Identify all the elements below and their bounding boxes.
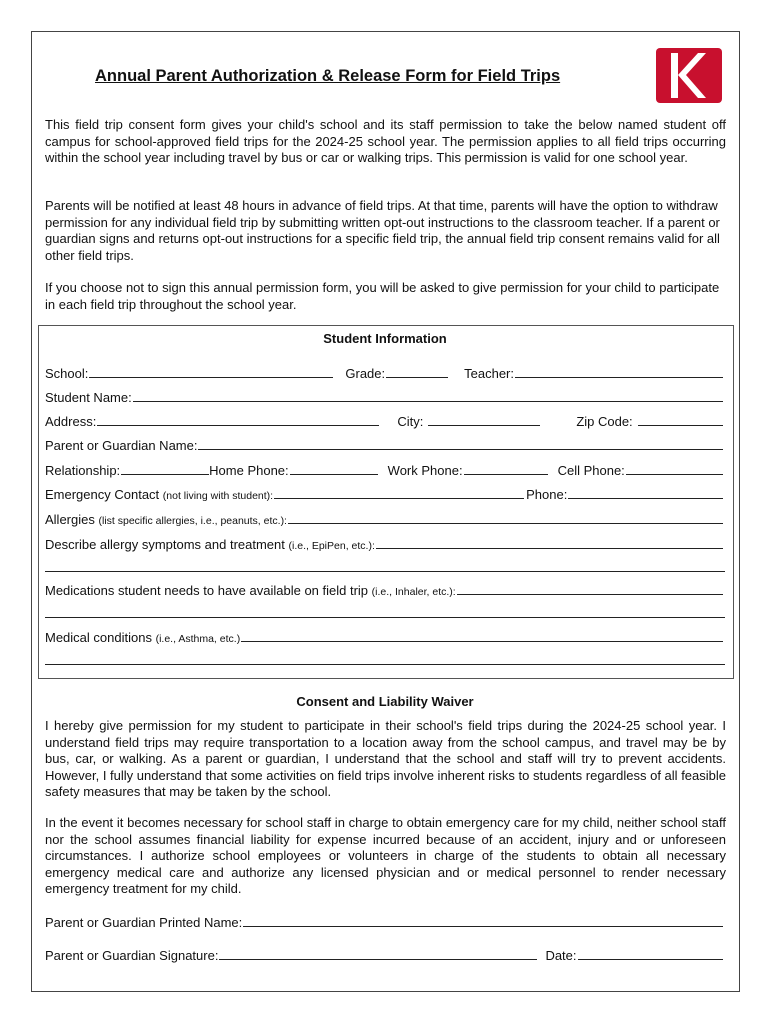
medical-conditions-field[interactable]	[241, 640, 723, 642]
medications-extra-line[interactable]	[45, 617, 725, 618]
medical-conditions-extra-line[interactable]	[45, 664, 725, 665]
parent-name-label: Parent or Guardian Name:	[45, 438, 198, 453]
city-label: City:	[397, 414, 424, 429]
grade-label: Grade:	[345, 366, 386, 381]
home-phone-label: Home Phone:	[209, 463, 289, 478]
allergy-symptoms-row	[45, 534, 725, 552]
school-logo-icon	[656, 48, 722, 103]
medications-row	[45, 580, 725, 598]
emergency-contact-label: Emergency Contact (not living with student):	[45, 487, 274, 502]
home-phone-field[interactable]	[290, 473, 378, 475]
allergies-row	[45, 509, 725, 527]
intro-paragraph-2: Parents will be notified at least 48 hours in advance of field trips. At that time, parents will have the option to withdraw permission for any individual field trip by submitting written opt-out instructions to the classroom teacher. If a parent or guardian signs and returns opt-out instructions for a specific field trip, the annual field trip consent remains valid for all other field trips.	[45, 198, 720, 263]
allergies-label: Allergies (list specific allergies, i.e., peanuts, etc.):	[45, 512, 287, 527]
form-title: Annual Parent Authorization & Release Form for Field Trips	[95, 67, 561, 85]
medical-conditions-label: Medical conditions (i.e., Asthma, etc.)	[45, 630, 241, 645]
address-row	[45, 411, 725, 429]
phones-row	[45, 460, 725, 478]
school-field[interactable]	[89, 376, 333, 378]
allergy-symptoms-label: Describe allergy symptoms and treatment (i.e., EpiPen, etc.):	[45, 537, 375, 552]
teacher-field[interactable]	[515, 376, 723, 378]
relationship-field[interactable]	[121, 473, 209, 475]
student-name-field[interactable]	[133, 400, 723, 402]
zip-code-field[interactable]	[638, 424, 723, 426]
medications-field[interactable]	[457, 593, 723, 595]
consent-heading: Consent and Liability Waiver	[296, 694, 474, 709]
signature-label: Parent or Guardian Signature:	[45, 948, 219, 963]
consent-paragraph-2: In the event it becomes necessary for school staff in charge to obtain emergency care for my child, neither school staff nor the school assumes financial liability for expense incurred because of an accident, injury and or unforeseen circumstances. I authorize school employees or volunteers in charge of the students to obtain all necessary emergency medical care and authorize any licensed physician and or medical personnel to render necessary emergency treatment for my child.	[45, 815, 726, 896]
signature-row	[45, 945, 725, 963]
relationship-label: Relationship:	[45, 463, 121, 478]
consent-paragraph-1: I hereby give permission for my student to participate in their school's field trips during the 2024-25 school year. I understand field trips may require transportation to a location away from the school campus, and travel may be by bus, car, or walking. As a parent or guardian, I understand that the school and staff will try to prevent accidents. However, I fully understand that some activities on field trips involve inherent risks to students regardless of all feasible safety measures that may be taken by the school.	[45, 718, 726, 799]
city-field[interactable]	[428, 424, 540, 426]
parent-name-field[interactable]	[198, 448, 723, 450]
intro-paragraph-3: If you choose not to sign this annual permission form, you will be asked to give permission for your child to participate in each field trip throughout the school year.	[45, 280, 720, 312]
address-label: Address:	[45, 414, 97, 429]
teacher-label: Teacher:	[464, 366, 514, 381]
zip-code-label: Zip Code:	[576, 414, 633, 429]
emergency-phone-field[interactable]	[568, 497, 723, 499]
cell-phone-label: Cell Phone:	[557, 463, 625, 478]
printed-name-label: Parent or Guardian Printed Name:	[45, 915, 243, 930]
date-label: Date:	[545, 948, 577, 963]
allergy-symptoms-extra-line[interactable]	[45, 571, 725, 572]
address-field[interactable]	[97, 424, 379, 426]
signature-field[interactable]	[219, 958, 537, 960]
cell-phone-field[interactable]	[626, 473, 723, 475]
grade-field[interactable]	[386, 376, 448, 378]
medications-label: Medications student needs to have available on field trip (i.e., Inhaler, etc.):	[45, 583, 456, 598]
medical-conditions-row	[45, 627, 725, 645]
student-name-label: Student Name:	[45, 390, 132, 405]
school-grade-teacher-row	[45, 363, 725, 381]
date-field[interactable]	[578, 958, 723, 960]
work-phone-label: Work Phone:	[387, 463, 463, 478]
intro-paragraph-1: This field trip consent form gives your child's school and its staff permission to take the below named student off campus for school-approved field trips for the 2024-25 school year. The permission applies to all field trips occurring within the school year including travel by bus or car or walking trips. This permission is valid for one school year.	[45, 117, 726, 165]
allergies-field[interactable]	[288, 522, 723, 524]
printed-name-field[interactable]	[243, 925, 723, 927]
emergency-phone-label: Phone:	[526, 487, 568, 502]
student-information-heading: Student Information	[323, 331, 447, 346]
parent-name-row	[45, 435, 725, 453]
allergy-symptoms-field[interactable]	[376, 547, 723, 549]
school-label: School:	[45, 366, 89, 381]
emergency-contact-row	[45, 484, 725, 502]
printed-name-row	[45, 912, 725, 930]
work-phone-field[interactable]	[464, 473, 548, 475]
student-name-row	[45, 387, 725, 405]
emergency-contact-field[interactable]	[274, 497, 524, 499]
